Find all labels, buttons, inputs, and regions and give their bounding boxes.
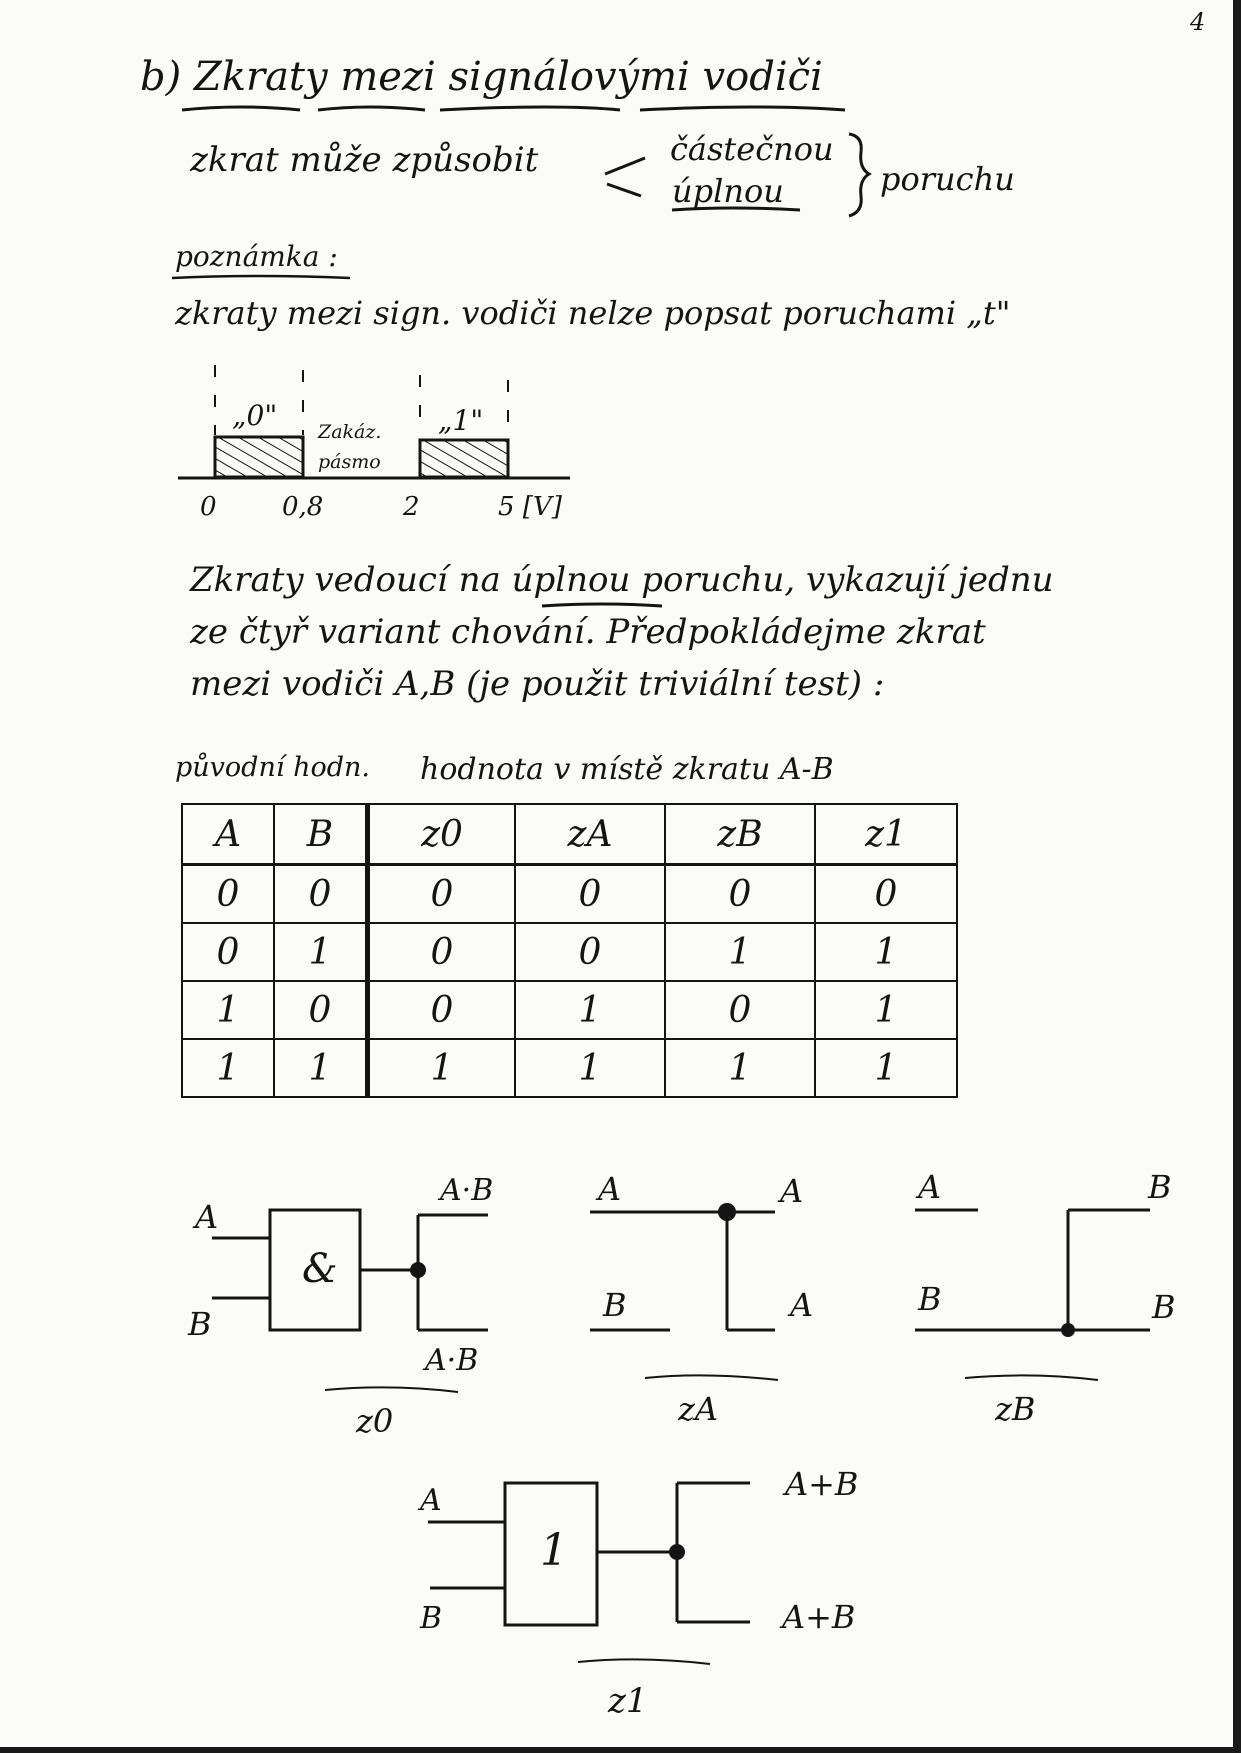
note-text: zkraty mezi sign. vodiči nelze popsat poruchami „t" <box>175 294 1011 332</box>
paragraph-line-2: ze čtyř variant chování. Předpokládejme zkrat <box>190 612 986 652</box>
z1-output-bottom: A+B <box>782 1598 856 1636</box>
cell: 0 <box>515 923 665 981</box>
cell: 0 <box>665 865 815 924</box>
z1-input-a: A <box>420 1483 442 1518</box>
tick-0: 0 <box>200 492 217 522</box>
z0-caption: z0 <box>356 1402 394 1440</box>
cell: 1 <box>515 1039 665 1097</box>
z0-output-bottom: A·B <box>425 1343 479 1378</box>
zb-output-top: B <box>1148 1168 1172 1206</box>
za-input-b: B <box>603 1286 627 1324</box>
cell: 0 <box>182 923 274 981</box>
option-full: úplnou <box>672 172 784 210</box>
za-input-a: A <box>598 1170 622 1208</box>
cell: 1 <box>515 981 665 1039</box>
junction-dot <box>669 1544 685 1560</box>
za-output-top: A <box>780 1172 804 1210</box>
tick-5-v: 5 [V] <box>498 492 562 522</box>
fault-word: poruchu <box>880 160 1015 198</box>
cell: 1 <box>665 1039 815 1097</box>
junction-dot <box>410 1262 426 1278</box>
paragraph-line-3: mezi vodiči A,B (je použit triviální test) : <box>190 664 885 704</box>
zb-input-a: A <box>918 1168 942 1206</box>
z1-caption: z1 <box>608 1681 648 1721</box>
cell: 1 <box>815 923 957 981</box>
cell: 0 <box>515 865 665 924</box>
cell: 0 <box>368 923 516 981</box>
intro-text: zkrat může způsobit <box>190 140 539 180</box>
cell: 0 <box>182 865 274 924</box>
cell: 1 <box>274 923 368 981</box>
za-caption: zA <box>678 1390 718 1428</box>
cell: 0 <box>368 981 516 1039</box>
cell: 0 <box>665 981 815 1039</box>
forbidden-label-2: pásmo <box>318 451 381 473</box>
z0-gate-symbol: & <box>302 1246 338 1292</box>
cell: 1 <box>182 1039 274 1097</box>
cell: 0 <box>274 981 368 1039</box>
cell: 1 <box>368 1039 516 1097</box>
cell: 1 <box>665 923 815 981</box>
z1-input-b: B <box>420 1601 443 1636</box>
z0-input-b: B <box>188 1305 212 1343</box>
note-label: poznámka : <box>175 240 338 273</box>
cell: 0 <box>368 865 516 924</box>
cell: 0 <box>815 865 957 924</box>
z0-input-a: A <box>195 1198 219 1236</box>
paragraph-line-1: Zkraty vedoucí na úplnou poruchu, vykazují jednu <box>190 560 1054 600</box>
header-z1: z1 <box>815 804 957 865</box>
zone0-label: „0" <box>232 399 278 432</box>
circuit-zb <box>915 1210 1150 1380</box>
zb-output-bottom: B <box>1152 1288 1176 1326</box>
cell: 1 <box>274 1039 368 1097</box>
cell: 0 <box>274 865 368 924</box>
header-zb: zB <box>665 804 815 865</box>
section-heading: b) Zkraty mezi signálovými vodiči <box>140 54 823 100</box>
header-za: zA <box>515 804 665 865</box>
z0-output-top: A·B <box>440 1173 494 1208</box>
circuit-z1 <box>428 1483 750 1664</box>
option-partial: částečnou <box>670 130 834 168</box>
zb-caption: zB <box>995 1390 1036 1428</box>
cell: 1 <box>182 981 274 1039</box>
z1-output-top: A+B <box>785 1465 859 1503</box>
junction-dot <box>718 1203 736 1221</box>
forbidden-label-1: Zakáz. <box>318 421 382 443</box>
cell: 1 <box>815 1039 957 1097</box>
junction-dot <box>1061 1323 1075 1337</box>
table-caption-short-value: hodnota v místě zkratu A-B <box>420 752 834 787</box>
page-number: 4 <box>1190 8 1206 36</box>
cell: 1 <box>815 981 957 1039</box>
table-caption-original: původní hodn. <box>175 752 370 783</box>
tick-0-8: 0,8 <box>282 492 324 522</box>
zb-input-b: B <box>918 1280 942 1318</box>
header-b: B <box>274 804 368 865</box>
z1-gate-symbol: 1 <box>540 1525 568 1576</box>
header-z0: z0 <box>368 804 516 865</box>
header-a: A <box>182 804 274 865</box>
tick-2: 2 <box>403 492 420 522</box>
za-output-bottom: A <box>790 1286 814 1324</box>
zone1-label: „1" <box>438 404 484 437</box>
